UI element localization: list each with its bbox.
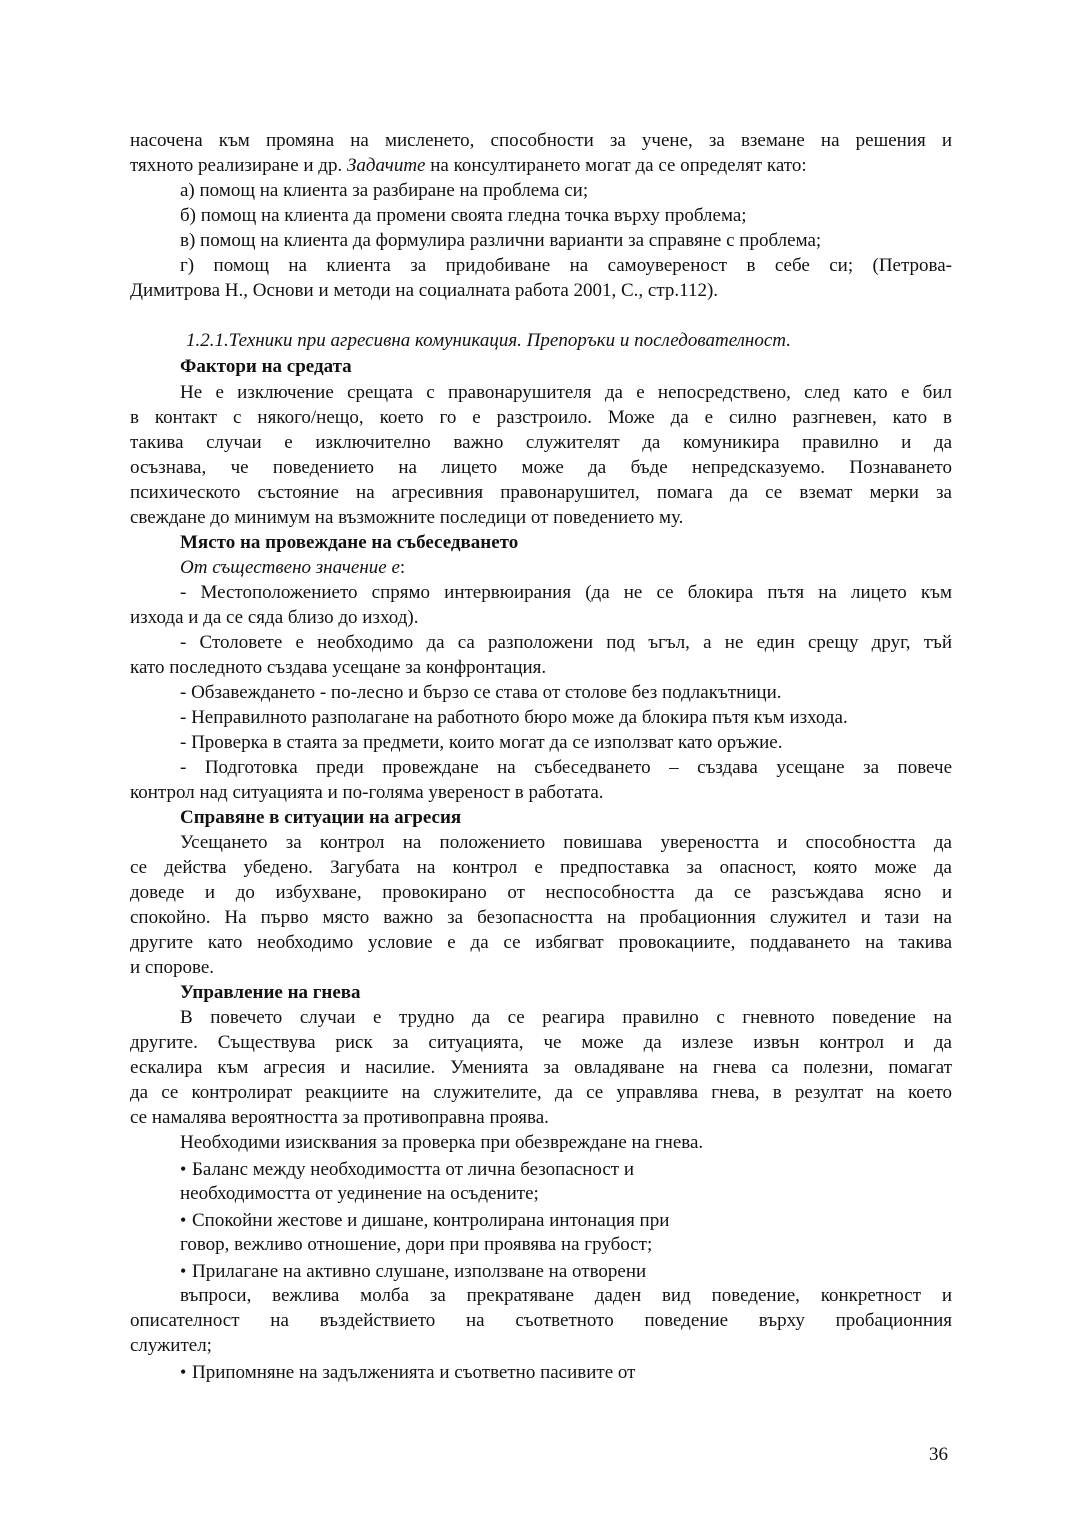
- bullet-continuation: описателност на въздействието на съответното поведение върху пробационния: [130, 1310, 952, 1331]
- list-item: - Проверка в стаята за предмети, които могат да се използват като оръжие.: [180, 732, 783, 753]
- text-line: психическото състояние на агресивния правонарушител, помага да се вземат мерки за: [130, 482, 952, 503]
- text-line: [180, 555, 405, 581]
- text-line: доведе и до избухване, провокирано от неспособността да се разсъждава ясно и: [130, 882, 952, 903]
- list-item: - Столовете е необходимо да са разположени под ъгъл, а не един срещу друг, тъй: [180, 632, 952, 653]
- list-item: в) помощ на клиента да формулира различни варианти за справяне с проблема;: [180, 230, 822, 251]
- text-line: контрол над ситуацията и по-голяма увереност в работата.: [130, 782, 604, 803]
- text-line: и спорове.: [130, 957, 215, 978]
- page-number: 36: [929, 1444, 948, 1465]
- list-item: - Подготовка преди провеждане на събеседването – създава усещане за повече: [180, 757, 952, 778]
- text-line: такива случаи е изключително важно служителят да комуникира правилно и да: [130, 432, 952, 453]
- list-item: г) помощ на клиента за придобиване на самоувереност в себе си; (Петрова-: [180, 255, 952, 276]
- text-line: другите като необходимо условие е да се избягват провокациите, поддаването на такива: [130, 932, 952, 953]
- bullet-continuation: въпроси, вежлива молба за прекратяване даден вид поведение, конкретност и: [180, 1285, 952, 1306]
- text-line: да се контролират реакциите на служителите, да се управлява гнева, в резултат на което: [130, 1082, 952, 1103]
- bullet-continuation: говор, вежливо отношение, дори при проявява на грубост;: [180, 1234, 653, 1255]
- section-heading: 1.2.1.Техники при агресивна комуникация. Препоръки и последователност.: [186, 330, 791, 351]
- text-line: другите. Съществува риск за ситуацията, че може да излезе извън контрол и да: [130, 1032, 952, 1053]
- list-item: - Неправилното разполагане на работното бюро може да блокира пътя към изхода.: [180, 707, 848, 728]
- italic-intro: От съществено значение е: [180, 557, 400, 578]
- text-line: в контакт с някого/нещо, което го е разстроило. Може да е силно разгневен, като в: [130, 407, 952, 428]
- text-line: като последното създава усещане за конфронтация.: [130, 657, 547, 678]
- text-line: свеждане до минимум на възможните последици от поведението му.: [130, 507, 684, 528]
- text-line: осъзнава, че поведението на лицето може да бъде непредсказуемо. Познаването: [130, 457, 952, 478]
- text-line: се намалява вероятността за противоправна проява.: [130, 1107, 549, 1128]
- text-line: спокойно. На първо място важно за безопасността на пробационния служител и тази на: [130, 907, 952, 928]
- text-run: на консултирането могат да се определят като:: [425, 155, 807, 176]
- subsection-title: Справяне в ситуации на агресия: [180, 807, 462, 828]
- text-line: [130, 153, 807, 179]
- text-line: Необходими изисквания за проверка при обезвреждане на гнева.: [180, 1132, 704, 1153]
- bullet-item: • Спокойни жестове и дишане, контролирана интонация при: [180, 1207, 669, 1234]
- list-item: б) помощ на клиента да промени своята гледна точка върху проблема;: [180, 205, 747, 226]
- subsection-title: Място на провеждане на събеседването: [180, 532, 519, 553]
- citation-line: Димитрова Н., Основи и методи на социалната работа 2001, С., стр.112).: [130, 280, 719, 301]
- list-item: а) помощ на клиента за разбиране на проблема си;: [180, 180, 589, 201]
- subsection-title: Управление на гнева: [180, 982, 361, 1003]
- text-run: тяхното реализиране и др.: [130, 155, 347, 176]
- text-line: насочена към промяна на мисленето, способности за учене, за вземане на решения и: [130, 130, 952, 151]
- bullet-item: • Припомняне на задълженията и съответно пасивите от: [180, 1359, 635, 1386]
- list-item: - Обзавеждането - по-лесно и бързо се става от столове без подлакътници.: [180, 682, 782, 703]
- italic-term: Задачите: [346, 155, 426, 176]
- bullet-continuation: служител;: [130, 1335, 212, 1356]
- bullet-item: • Прилагане на активно слушане, използване на отворени: [180, 1258, 646, 1285]
- subsection-title: Фактори на средата: [180, 356, 352, 377]
- text-line: изхода и да се сяда близо до изход).: [130, 607, 419, 628]
- text-line: Не е изключение срещата с правонарушителя да е непосредствено, след като е бил: [180, 382, 952, 403]
- text-line: се действа убедено. Загубата на контрол е предпоставка за опасност, която може да: [130, 857, 952, 878]
- bullet-continuation: необходимостта от уединение на осъдените;: [180, 1183, 539, 1204]
- text-line: В повечето случаи е трудно да се реагира правилно с гневното поведение на: [180, 1007, 952, 1028]
- text-run: :: [399, 557, 406, 578]
- text-line: Усещането за контрол на положението повишава увереността и способността да: [180, 832, 952, 853]
- text-line: ескалира към агресия и насилие. Уменията за овладяване на гнева са полезни, помагат: [130, 1057, 952, 1078]
- bullet-item: • Баланс между необходимостта от лична безопасност и: [180, 1156, 634, 1183]
- list-item: - Местоположението спрямо интервюирания (да не се блокира пътя на лицето към: [180, 582, 952, 603]
